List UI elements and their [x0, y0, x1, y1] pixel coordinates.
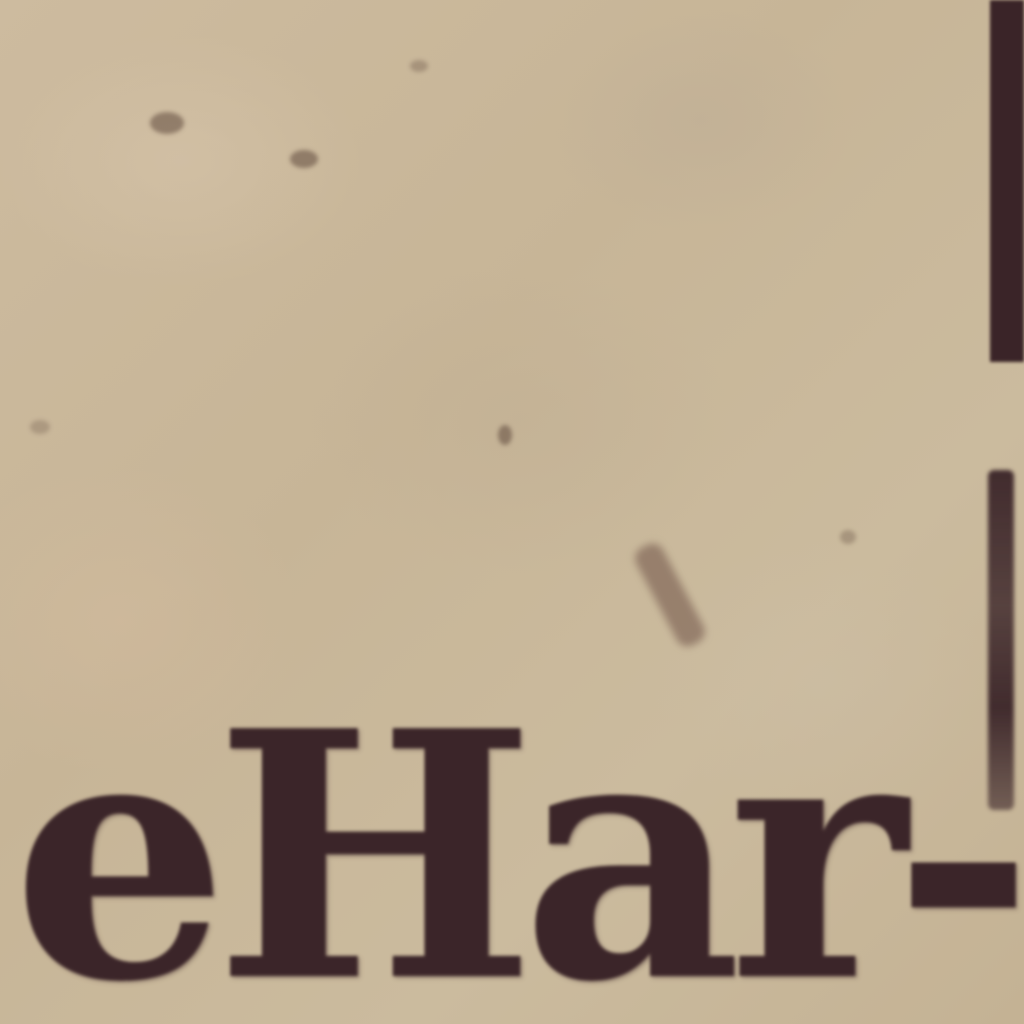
typed-text-fragment: eHar- — [12, 658, 1021, 1024]
ink-speck — [150, 112, 184, 134]
ink-speck — [840, 530, 856, 544]
ink-speck — [30, 420, 50, 434]
ink-stroke-mark — [631, 539, 709, 650]
ink-speck — [410, 60, 428, 72]
ink-speck — [290, 150, 318, 168]
vertical-rule-line — [990, 0, 1024, 362]
ink-speck — [498, 425, 512, 445]
